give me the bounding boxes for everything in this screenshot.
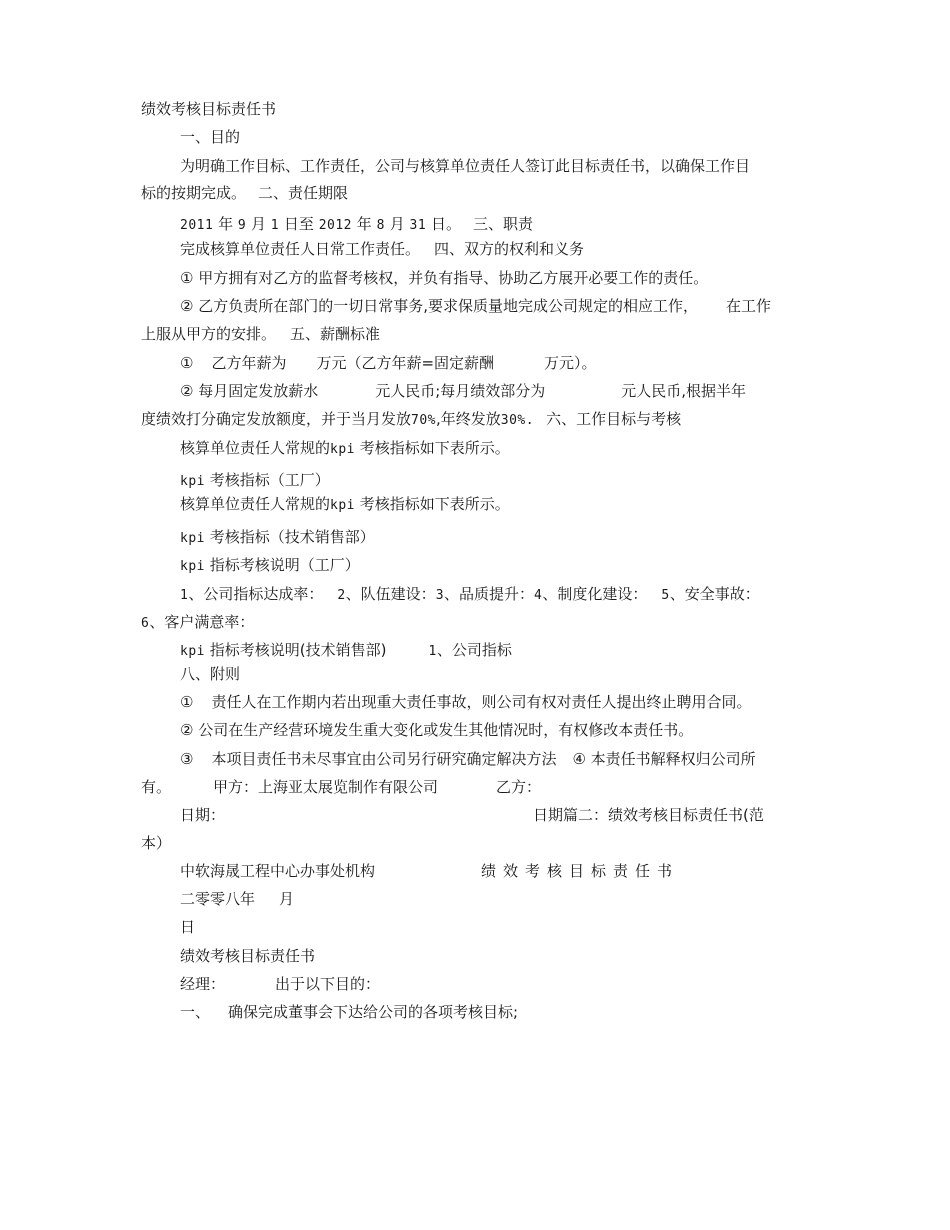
- section-heading-purpose: 一、目的: [180, 128, 241, 146]
- organization-name: 中软海晟工程中心办事处机构: [180, 862, 376, 880]
- section-caption: kpi 指标考核说明（工厂）: [180, 556, 360, 574]
- paragraph-line: ② 每月固定发放薪水 元人民币;每月绩效部分为 元人民币,根据半年: [180, 382, 747, 400]
- paragraph-line: kpi 指标考核说明(技术销售部) 1、公司指标: [180, 641, 512, 659]
- paragraph-line: 上服从甲方的安排。 五、薪酬标准: [141, 325, 381, 343]
- paragraph-line: ② 公司在生产经营环境发生重大变化或发生其他情况时，有权修改本责任书。: [180, 721, 694, 739]
- paragraph-line: 本）: [141, 834, 172, 852]
- paragraph-line-dates: 日期：: [180, 806, 226, 824]
- section-heading-appendix: 八、附则: [180, 665, 241, 683]
- paragraph-line: 6、客户满意率：: [141, 613, 255, 631]
- paragraph-line: ② 乙方负责所在部门的一切日常事务,要求保质量地完成公司规定的相应工作， 在工作: [180, 297, 772, 315]
- document-title: 绩效考核目标责任书: [141, 100, 277, 118]
- paragraph-line: 日期篇二：绩效考核目标责任书(范: [533, 806, 764, 824]
- document-heading: 绩效考核目标责任书: [180, 947, 316, 965]
- paragraph-line: ① 甲方拥有对乙方的监督考核权，并负有指导、协助乙方展开必要工作的责任。: [180, 269, 709, 287]
- date-line: 二零零八年 月: [180, 890, 295, 908]
- paragraph-line: ③ 本项目责任书未尽事宜由公司另行研究确定解决方法 ④ 本责任书解释权归公司所: [180, 750, 756, 768]
- paragraph-line: 一、 确保完成董事会下达给公司的各项考核目标;: [180, 1003, 519, 1021]
- paragraph-line-signatures: 有。 甲方：上海亚太展览制作有限公司 乙方：: [141, 778, 542, 796]
- paragraph-line: 经理： 出于以下目的：: [180, 975, 381, 993]
- paragraph-line: 为明确工作目标、工作责任，公司与核算单位责任人签订此目标责任书，以确保工作目: [180, 157, 751, 175]
- table-caption: kpi 考核指标（工厂）: [180, 471, 330, 489]
- table-caption: kpi 考核指标（技术销售部）: [180, 528, 375, 546]
- paragraph-line-salary: ① 乙方年薪为 万元（乙方年薪=固定薪酬 万元）。: [180, 354, 597, 372]
- paragraph-line-kpi-list: 1、公司指标达成率： 2、队伍建设：3、品质提升：4、制度化建设： 5、安全事故：: [180, 585, 760, 603]
- paragraph-line-period: 2011 年 9 月 1 日至 2012 年 8 月 31 日。 三、职责: [180, 215, 533, 233]
- paragraph-line: 完成核算单位责任人日常工作责任。 四、双方的权利和义务: [180, 240, 585, 258]
- document-subtitle: 绩效考核目标责任书: [481, 862, 680, 880]
- date-line: 日: [180, 918, 196, 936]
- paragraph-line: 核算单位责任人常规的kpi 考核指标如下表所示。: [180, 495, 510, 513]
- paragraph-line: ① 责任人在工作期内若出现重大责任事故，则公司有权对责任人提出终止聘用合同。: [180, 693, 752, 711]
- paragraph-line: 度绩效打分确定发放额度，并于当月发放70%,年终发放30%. 六、工作目标与考核: [141, 410, 682, 428]
- paragraph-line: 核算单位责任人常规的kpi 考核指标如下表所示。: [180, 439, 510, 457]
- paragraph-line: 标的按期完成。 二、责任期限: [141, 184, 349, 202]
